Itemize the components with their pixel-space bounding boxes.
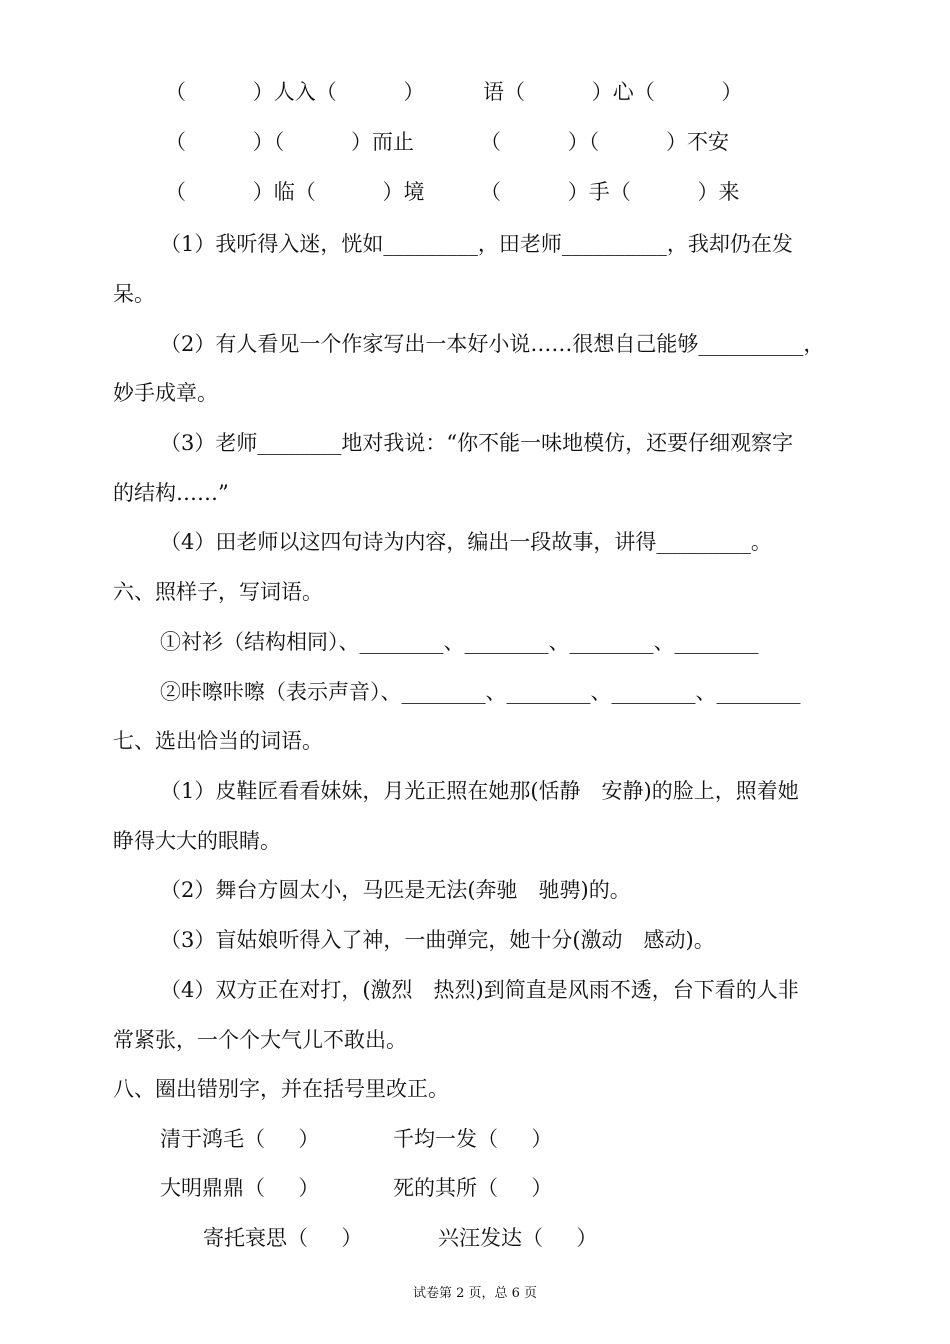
section-7-heading: 七、选出恰当的词语。 [113,729,323,753]
sentence-2-line-1: （2）有人看见一个作家写出一本好小说……很想自己能够__________， [160,332,825,356]
idiom-blank-3a: （ ）临（ ）境 [165,180,425,204]
section-7-q4-line-2: 常紧张，一个个大气儿不敢出。 [113,1028,407,1052]
page-footer: 试卷第 2 页，总 6 页 [412,1286,538,1301]
sentence-1-line-2: 呆。 [113,282,155,306]
idiom-blank-3b: （ ）手（ ）来 [480,180,740,204]
idiom-blank-1b: 语（ ）心（ ） [483,80,743,104]
sentence-3-line-2: 的结构……” [113,481,229,505]
typo-item-1b: 千均一发（ ） [393,1127,553,1151]
section-7-q2: （2）舞台方圆太小，马匹是无法(奔驰 驰骋)的。 [160,878,631,902]
idiom-blank-2b: （ ）（ ）不安 [480,130,730,154]
section-7-q1-line-1: （1）皮鞋匠看看妹妹，月光正照在她那(恬静 安静)的脸上，照着她 [160,779,799,803]
typo-item-3b: 兴汪发达（ ） [438,1226,598,1250]
section-6-item-1: ①衬衫（结构相同）、________、________、________、________ [160,630,759,654]
section-7-q3: （3）盲姑娘听得入了神，一曲弹完，她十分(激动 感动)。 [160,928,715,952]
sentence-4-line-1: （4）田老师以这四句诗为内容，编出一段故事，讲得_________。 [160,530,772,554]
idiom-blank-1a: （ ）人入（ ） [165,80,425,104]
typo-item-2a: 大明鼎鼎（ ） [160,1176,320,1200]
typo-item-2b: 死的其所（ ） [393,1176,553,1200]
section-6-heading: 六、照样子，写词语。 [113,580,323,604]
sentence-1-line-1: （1）我听得入迷，恍如_________，田老师__________，我却仍在发 [160,232,793,256]
sentence-2-line-2: 妙手成章。 [113,381,218,405]
typo-item-3a: 寄托衰思（ ） [203,1226,363,1250]
section-7-q1-line-2: 睁得大大的眼睛。 [113,829,281,853]
sentence-3-line-1: （3）老师________地对我说：“你不能一味地模仿，还要仔细观察字 [160,431,794,455]
section-6-item-2: ②咔嚓咔嚓（表示声音）、________、________、________、________ [160,680,801,704]
typo-item-1a: 清于鸿毛（ ） [160,1127,320,1151]
section-7-q4-line-1: （4）双方正在对打，(激烈 热烈)到简直是风雨不透，台下看的人非 [160,978,799,1002]
idiom-blank-2a: （ ）（ ）而止 [165,130,415,154]
section-8-heading: 八、圈出错别字，并在括号里改正。 [113,1077,449,1101]
